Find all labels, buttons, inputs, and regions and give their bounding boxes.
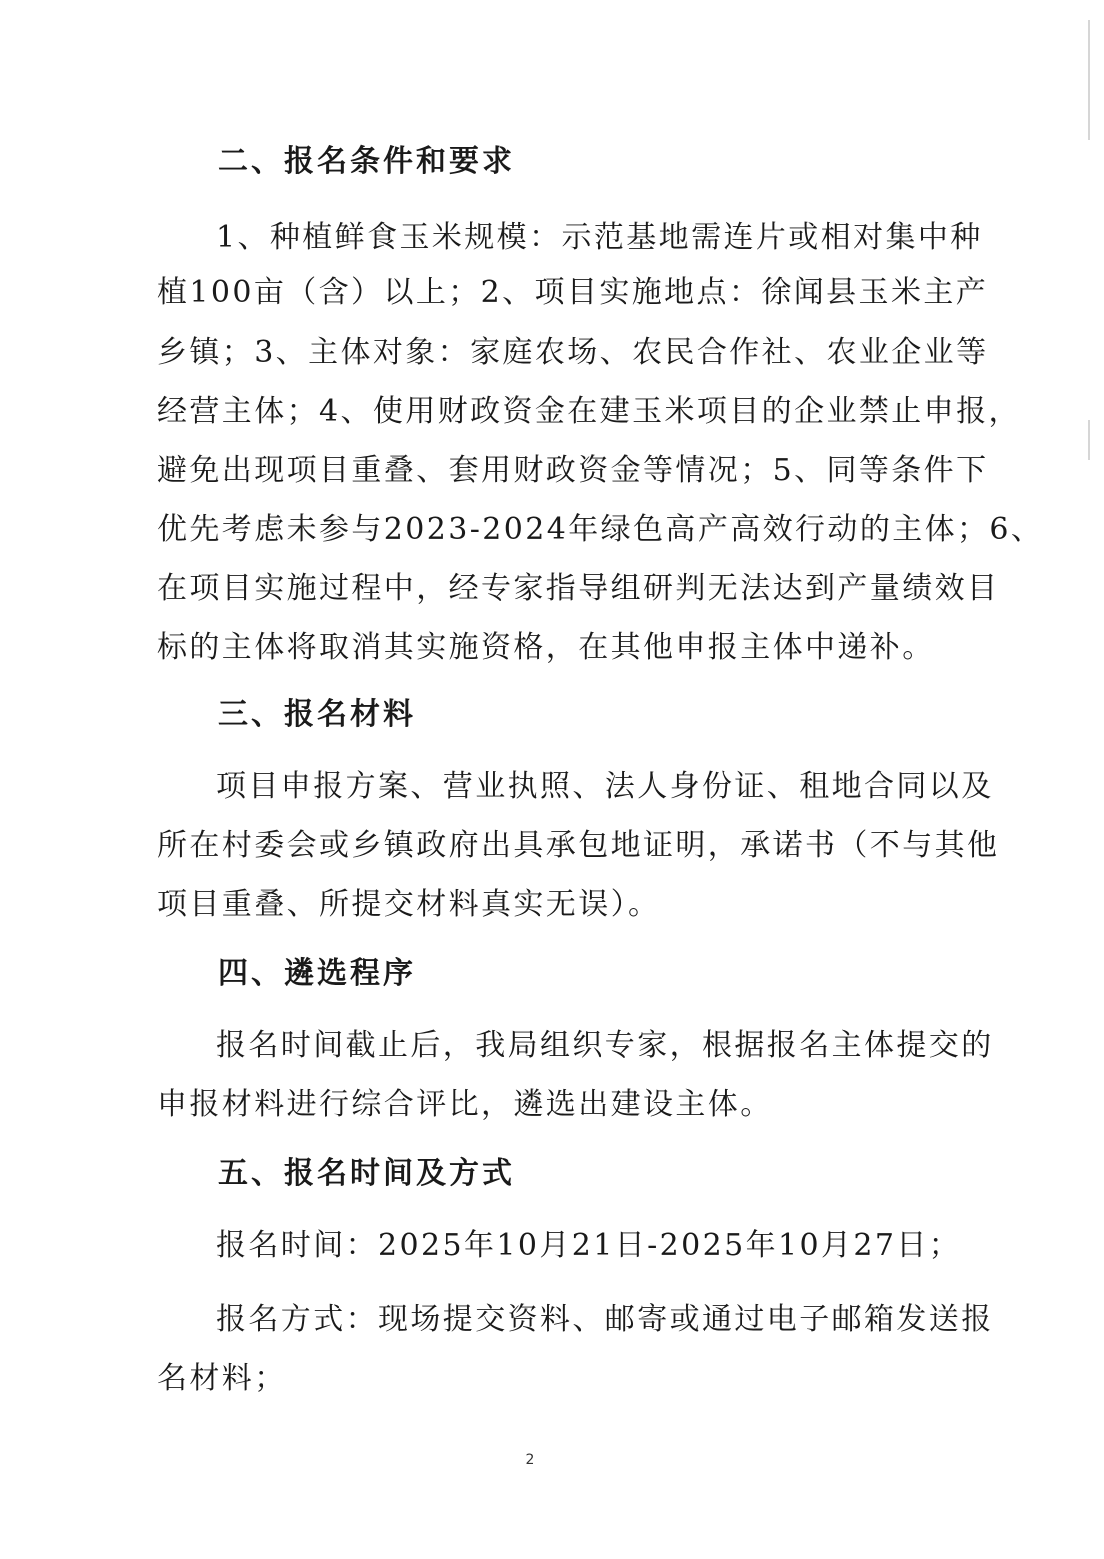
section-heading-5: 五、报名时间及方式 [218,1156,515,1191]
registration-time: 报名时间：2025年10月21日-2025年10月27日； [216,1228,962,1263]
paragraph-line: 避免出现项目重叠、套用财政资金等情况；5、同等条件下 [157,453,989,488]
section-heading-3: 三、报名材料 [218,697,416,732]
paragraph-line: 报名时间截止后，我局组织专家，根据报名主体提交的 [216,1028,994,1063]
section-heading-4: 四、遴选程序 [218,956,416,991]
paragraph-line: 1、种植鲜食玉米规模：示范基地需连片或相对集中种 [216,220,983,255]
page-number: 2 [525,1452,535,1468]
paragraph-line: 项目申报方案、营业执照、法人身份证、租地合同以及 [216,769,994,804]
paragraph-line: 所在村委会或乡镇政府出具承包地证明，承诺书（不与其他 [157,828,1000,863]
paragraph-line: 名材料； [157,1361,287,1396]
paragraph-line: 经营主体；4、使用财政资金在建玉米项目的企业禁止申报， [157,394,1021,429]
paragraph-line: 植100亩（含）以上；2、项目实施地点：徐闻县玉米主产 [157,275,989,310]
paragraph-line: 在项目实施过程中，经专家指导组研判无法达到产量绩效目 [157,571,1000,606]
paragraph-line: 项目重叠、所提交材料真实无误）。 [157,887,661,922]
paragraph-line: 优先考虑未参与2023-2024年绿色高产高效行动的主体；6、 [157,512,1044,547]
paragraph-line: 标的主体将取消其实施资格，在其他申报主体中递补。 [157,630,935,665]
paragraph-line: 乡镇；3、主体对象：家庭农场、农民合作社、农业企业等 [157,335,989,370]
scan-edge-mark [1088,20,1090,140]
section-heading-2: 二、报名条件和要求 [218,144,515,179]
paragraph-line: 报名方式：现场提交资料、邮寄或通过电子邮箱发送报 [216,1302,994,1337]
paragraph-line: 申报材料进行综合评比，遴选出建设主体。 [157,1087,773,1122]
scan-edge-mark [1088,420,1090,460]
